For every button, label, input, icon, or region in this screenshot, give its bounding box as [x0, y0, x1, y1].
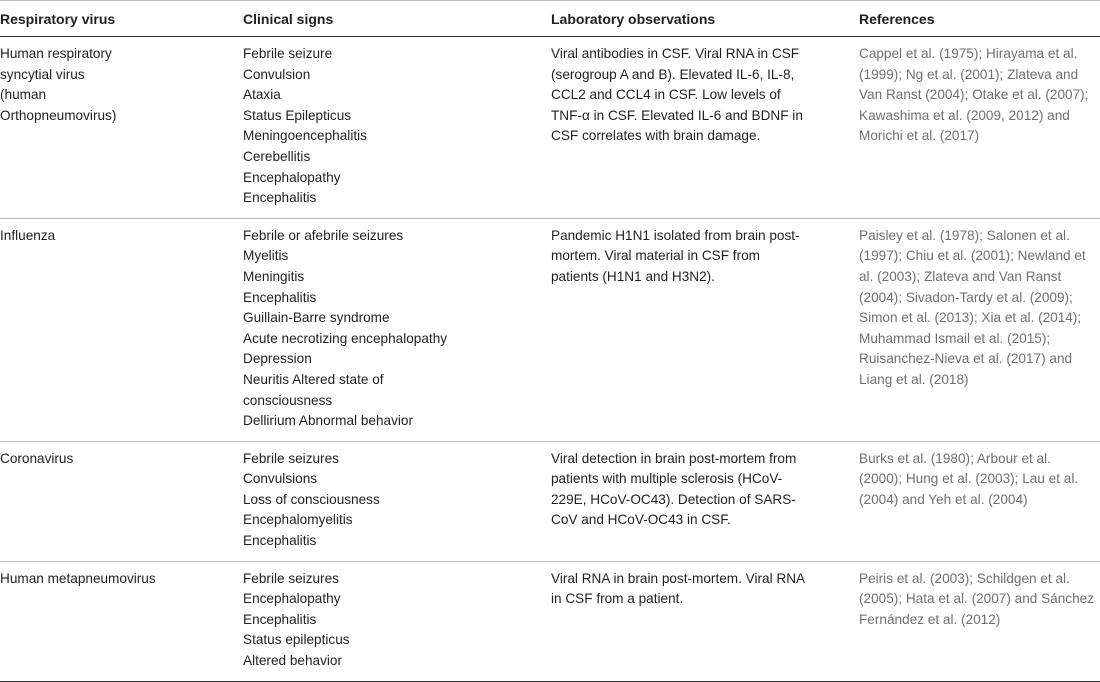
references-text: Burks et al. (1980); Arbour et al. (2000); Hung et al. (2003); Lau et al. (2004) and Yeh et al. (2004) [859, 450, 1079, 507]
header-respiratory-virus: Respiratory virus [0, 1, 243, 37]
clinical-sign: Convulsion [243, 66, 311, 82]
references-text: Peiris et al. (2003); Schildgen et al. (2005); Hata et al. (2007) and Sánchez Fernández et al. (2012) [859, 570, 1095, 627]
cell-virus [0, 218, 243, 441]
clinical-signs-list [243, 44, 551, 209]
lab-observations-text: Pandemic H1N1 isolated from brain post-mortem. Viral material in CSF from patients (H1N1 and H3N2). [551, 227, 800, 284]
references-text: Cappel et al. (1975); Hirayama et al. (1999); Ng et al. (2001); Zlateva and Van Ranst (2004); Otake et al. (2007); Kawashima et al. (2009, 2012) and Morichi et al. (2017) [859, 46, 1089, 144]
clinical-sign: Altered behavior [243, 653, 342, 669]
clinical-sign: Febrile seizures [243, 570, 339, 586]
clinical-sign: Encephalopathy [243, 591, 341, 607]
cell-virus [0, 561, 243, 681]
cell-clinical-signs [243, 561, 551, 681]
cell-references [859, 218, 1100, 441]
clinical-sign: Neuritis Altered state of consciousness [243, 371, 384, 408]
header-laboratory-observations: Laboratory observations [551, 1, 859, 37]
clinical-sign: Status Epilepticus [243, 107, 352, 123]
cell-virus [0, 441, 243, 561]
clinical-sign: Febrile seizure [243, 46, 333, 61]
cell-clinical-signs [243, 37, 551, 219]
cell-references [859, 561, 1100, 681]
clinical-sign: Encephalitis [243, 289, 317, 305]
cell-lab-observations [551, 218, 859, 441]
cell-clinical-signs [243, 218, 551, 441]
clinical-sign: Status epilepticus [243, 632, 350, 648]
cell-virus [0, 37, 243, 219]
cell-references [859, 441, 1100, 561]
table-header-row [0, 1, 1100, 37]
clinical-sign: Encephalitis [243, 533, 317, 549]
table-row [0, 218, 1100, 441]
cell-lab-observations [551, 561, 859, 681]
clinical-sign: Depression [243, 351, 312, 367]
header-clinical-signs: Clinical signs [243, 1, 551, 37]
virus-name: Human respiratory syncytial virus (human Orthopneumovirus) [0, 46, 117, 123]
lab-observations-text: Viral detection in brain post-mortem from patients with multiple sclerosis (HCoV-229E, HCoV-OC43). Detection of SARS-CoV and HCoV-OC43 in CSF. [551, 450, 797, 528]
lab-observations-text: Viral RNA in brain post-mortem. Viral RNA in CSF from a patient. [551, 570, 805, 607]
header-references: References [859, 1, 1100, 37]
references-text: Paisley et al. (1978); Salonen et al. (1997); Chiu et al. (2001); Newland et al. (2003); Zlateva and Van Ranst (2004); Sivadon-Tardy et al. (2009); Simon et al. (2013); Xia et al. (2014); Muhammad Ismail et al. (2015); Ruisanchez-Nieva et al. (2017) and Liang et al. (2018) [859, 227, 1086, 387]
clinical-sign: Myelitis [243, 248, 289, 264]
clinical-signs-list [243, 569, 551, 672]
clinical-sign: Meningoencephalitis [243, 128, 367, 144]
clinical-signs-list [243, 449, 551, 552]
clinical-sign: Encephalopathy [243, 169, 341, 185]
virus-name: Coronavirus [0, 450, 74, 466]
table-row [0, 441, 1100, 561]
table-row [0, 37, 1100, 219]
clinical-sign: Loss of consciousness [243, 491, 380, 507]
cell-clinical-signs [243, 441, 551, 561]
clinical-sign: Guillain-Barre syndrome [243, 310, 390, 326]
clinical-signs-list [243, 226, 551, 432]
clinical-sign: Convulsions [243, 471, 318, 487]
clinical-sign: Febrile or afebrile seizures [243, 227, 404, 243]
clinical-sign: Encephalomyelitis [243, 512, 353, 528]
lab-observations-text: Viral antibodies in CSF. Viral RNA in CSF (serogroup A and B). Elevated IL-6, IL-8, CCL2 and CCL4 in CSF. Low levels of TNF-α in CSF. Elevated IL-6 and BDNF in CSF correlates with brain damage. [551, 46, 803, 144]
virus-name: Influenza [0, 227, 56, 243]
clinical-sign: Meningitis [243, 268, 305, 284]
clinical-sign: Acute necrotizing encephalopathy [243, 330, 448, 346]
table-row [0, 561, 1100, 681]
virus-name: Human metapneumovirus [0, 570, 156, 586]
cell-lab-observations [551, 37, 859, 219]
clinical-sign: Cerebellitis [243, 148, 311, 164]
clinical-sign: Encephalitis [243, 611, 317, 627]
cell-lab-observations [551, 441, 859, 561]
clinical-sign: Dellirium Abnormal behavior [243, 413, 413, 429]
clinical-sign: Ataxia [243, 87, 281, 103]
clinical-sign: Febrile seizures [243, 450, 339, 466]
cell-references [859, 37, 1100, 219]
clinical-sign: Encephalitis [243, 190, 317, 206]
